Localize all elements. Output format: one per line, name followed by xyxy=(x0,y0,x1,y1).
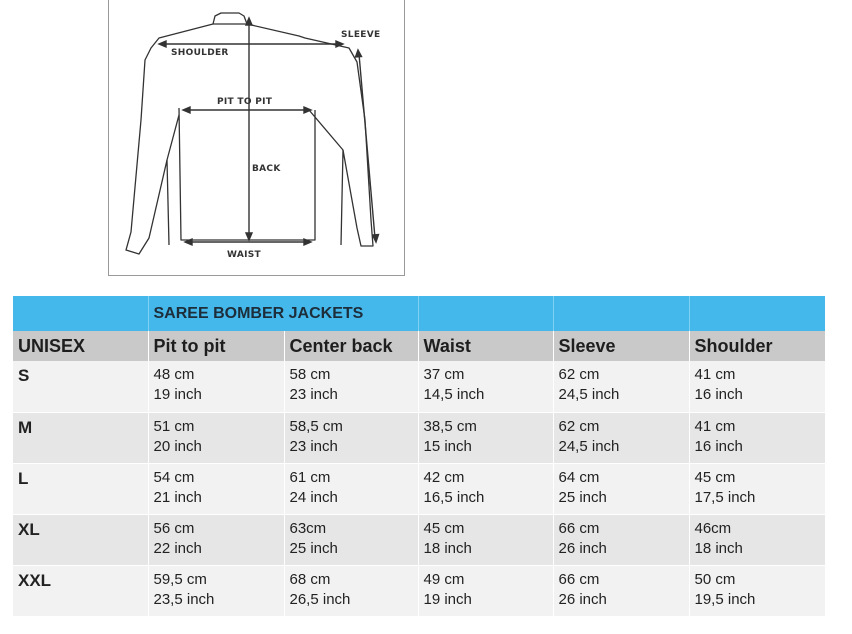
measurement-inch: 19 inch xyxy=(153,386,202,403)
jacket-outline-icon xyxy=(109,0,406,276)
measurement-inch: 23,5 inch xyxy=(153,590,215,608)
measurement-cm: 62 cm xyxy=(558,417,600,435)
measurement-cm: 51 cm xyxy=(153,417,195,435)
measurement-cell xyxy=(418,565,553,616)
measurement-cm: 66 cm xyxy=(558,519,600,537)
table-title xyxy=(148,296,418,331)
measurement-cm: 58 cm xyxy=(289,366,331,383)
measurement-inch: 23 inch xyxy=(289,386,338,403)
measurement-cm: 63cm xyxy=(289,519,327,537)
measurement-inch: 25 inch xyxy=(558,488,607,506)
measurement-inch: 23 inch xyxy=(289,437,338,455)
measurement-cm: 64 cm xyxy=(558,468,600,486)
measurement-cm: 56 cm xyxy=(153,519,195,537)
measurement-cm: 41 cm xyxy=(694,417,736,435)
measurement-inch: 16 inch xyxy=(694,437,743,455)
measurement-cell xyxy=(284,463,418,514)
measurement-inch: 21 inch xyxy=(153,488,202,506)
size-label: L xyxy=(13,463,148,514)
measurement-cell xyxy=(553,412,689,463)
measurement-cm: 46cm xyxy=(694,519,732,537)
measurement-inch: 26 inch xyxy=(558,539,607,557)
measurement-cell xyxy=(284,412,418,463)
measurement-inch: 26 inch xyxy=(558,590,607,608)
table-header-row xyxy=(13,331,825,361)
measurement-cm: 41 cm xyxy=(694,366,736,383)
measurement-cell xyxy=(284,514,418,565)
diagram-label-pit-to-pit: PIT TO PIT xyxy=(217,97,273,107)
measurement-inch: 24 inch xyxy=(289,488,338,506)
measurement-inch: 24,5 inch xyxy=(558,437,620,455)
measurement-cm: 48 cm xyxy=(153,366,195,383)
measurement-inch: 15 inch xyxy=(423,437,472,455)
title-spacer-cell xyxy=(689,296,825,331)
measurement-cell xyxy=(689,463,825,514)
header-shoulder: Shoulder xyxy=(689,331,825,361)
header-unisex: UNISEX xyxy=(13,331,148,361)
measurement-cm: 58,5 cm xyxy=(289,417,343,435)
measurement-inch: 19,5 inch xyxy=(694,590,756,608)
measurement-cm: 68 cm xyxy=(289,570,331,588)
size-label: M xyxy=(13,412,148,463)
table-row xyxy=(13,514,825,565)
measurement-cell xyxy=(689,565,825,616)
table-title-text: SAREE BOMBER JACKETS xyxy=(153,304,364,322)
header-pit-to-pit: Pit to pit xyxy=(148,331,284,361)
measurement-cell xyxy=(418,463,553,514)
measurement-inch: 19 inch xyxy=(423,590,472,608)
measurement-inch: 18 inch xyxy=(694,539,743,557)
diagram-label-sleeve: SLEEVE xyxy=(341,30,381,40)
header-center-back: Center back xyxy=(284,331,418,361)
diagram-label-back: BACK xyxy=(252,164,281,174)
header-waist: Waist xyxy=(418,331,553,361)
measurement-inch: 26,5 inch xyxy=(289,590,351,608)
measurement-cm: 54 cm xyxy=(153,468,195,486)
measurement-cm: 50 cm xyxy=(694,570,736,588)
measurement-cell xyxy=(148,463,284,514)
measurement-cell xyxy=(418,412,553,463)
measurement-cell xyxy=(689,514,825,565)
measurement-inch: 18 inch xyxy=(423,539,472,557)
measurement-cell xyxy=(553,565,689,616)
measurement-cell xyxy=(148,361,284,412)
measurement-cell xyxy=(553,361,689,412)
header-sleeve: Sleeve xyxy=(553,331,689,361)
measurement-cell xyxy=(689,361,825,412)
measurement-cm: 37 cm xyxy=(423,366,465,383)
table-title-row xyxy=(13,296,825,331)
measurement-cell xyxy=(148,514,284,565)
measurement-cell xyxy=(148,412,284,463)
jacket-measurement-diagram xyxy=(108,0,405,276)
measurement-inch: 17,5 inch xyxy=(694,488,756,506)
measurement-inch: 20 inch xyxy=(153,437,202,455)
diagram-label-shoulder: SHOULDER xyxy=(171,48,229,58)
measurement-cm: 66 cm xyxy=(558,570,600,588)
title-spacer-cell xyxy=(13,296,148,331)
size-label: S xyxy=(13,361,148,412)
title-spacer-cell xyxy=(553,296,689,331)
measurement-inch: 16 inch xyxy=(694,386,743,403)
measurement-cm: 45 cm xyxy=(694,468,736,486)
diagram-label-waist: WAIST xyxy=(227,250,261,260)
measurement-inch: 24,5 inch xyxy=(558,386,620,403)
measurement-cm: 59,5 cm xyxy=(153,570,207,588)
measurement-cell xyxy=(284,565,418,616)
measurement-inch: 25 inch xyxy=(289,539,338,557)
table-row xyxy=(13,412,825,463)
measurement-cm: 62 cm xyxy=(558,366,600,383)
measurement-cell xyxy=(418,361,553,412)
table-row xyxy=(13,463,825,514)
measurement-cm: 45 cm xyxy=(423,519,465,537)
table-row xyxy=(13,565,825,616)
measurement-cm: 38,5 cm xyxy=(423,417,477,435)
size-label: XXL xyxy=(13,565,148,616)
measurement-cell xyxy=(553,463,689,514)
size-label: XL xyxy=(13,514,148,565)
measurement-inch: 16,5 inch xyxy=(423,488,485,506)
measurement-cm: 42 cm xyxy=(423,468,465,486)
measurement-cell xyxy=(689,412,825,463)
table-row xyxy=(13,361,825,412)
measurement-inch: 22 inch xyxy=(153,539,202,557)
measurement-cell xyxy=(418,514,553,565)
measurement-cm: 61 cm xyxy=(289,468,331,486)
measurement-cm: 49 cm xyxy=(423,570,465,588)
measurement-cell xyxy=(553,514,689,565)
measurement-inch: 14,5 inch xyxy=(423,386,485,403)
size-chart-table xyxy=(13,296,826,617)
title-spacer-cell xyxy=(418,296,553,331)
measurement-cell xyxy=(148,565,284,616)
measurement-cell xyxy=(284,361,418,412)
